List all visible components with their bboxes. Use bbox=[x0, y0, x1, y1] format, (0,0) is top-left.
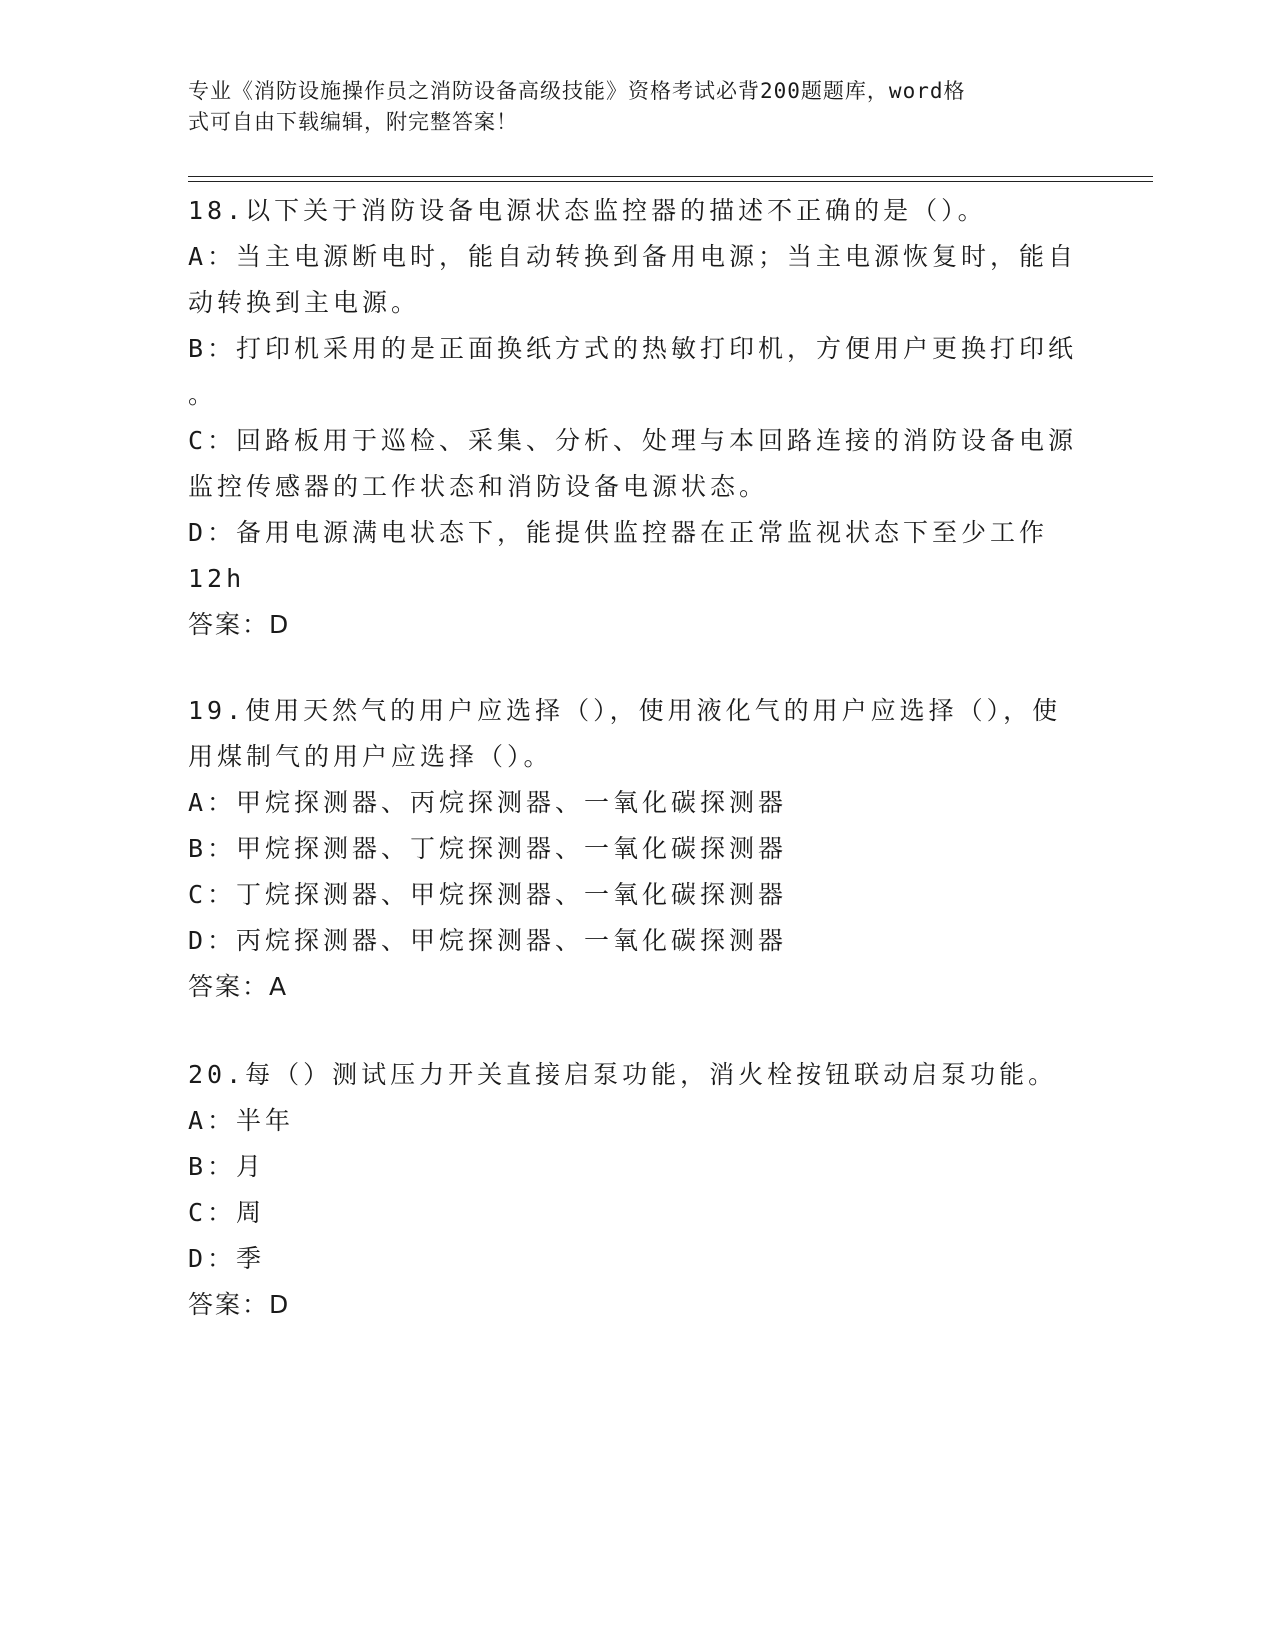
option-a: A：半年 bbox=[188, 1106, 295, 1135]
question-stem: 20.每（）测试压力开关直接启泵功能，消火栓按钮联动启泵功能。 bbox=[188, 1060, 1058, 1089]
answer-label: 答案：D bbox=[188, 1290, 291, 1319]
option-d: D：丙烷探测器、甲烷探测器、一氧化碳探测器 bbox=[188, 926, 788, 955]
header-line-2: 式可自由下载编辑，附完整答案！ bbox=[188, 110, 518, 134]
option-b: B：甲烷探测器、丁烷探测器、一氧化碳探测器 bbox=[188, 834, 788, 863]
question-stem-line-2: 用煤制气的用户应选择（）。 bbox=[188, 742, 553, 771]
question-18 bbox=[188, 188, 1088, 648]
header-divider-bottom bbox=[188, 181, 1153, 182]
option-c-line-1: C：回路板用于巡检、采集、分析、处理与本回路连接的消防设备电源 bbox=[188, 426, 1078, 455]
option-c: C：周 bbox=[188, 1198, 266, 1227]
option-c: C：丁烷探测器、甲烷探测器、一氧化碳探测器 bbox=[188, 880, 788, 909]
option-b-line-1: B：打印机采用的是正面换纸方式的热敏打印机，方便用户更换打印纸 bbox=[188, 334, 1078, 363]
answer-label: 答案：A bbox=[188, 972, 289, 1001]
option-a: A：甲烷探测器、丙烷探测器、一氧化碳探测器 bbox=[188, 788, 788, 817]
question-stem: 18.以下关于消防设备电源状态监控器的描述不正确的是（）。 bbox=[188, 196, 987, 225]
header-line-1: 专业《消防设施操作员之消防设备高级技能》资格考试必背200题题库，word格 bbox=[188, 79, 966, 103]
question-19 bbox=[188, 688, 1088, 1010]
option-a-line-1: A：当主电源断电时，能自动转换到备用电源；当主电源恢复时，能自 bbox=[188, 242, 1078, 271]
header-divider-top bbox=[188, 176, 1153, 177]
option-d-line-2: 12h bbox=[188, 564, 246, 593]
option-d-line-1: D：备用电源满电状态下，能提供监控器在正常监视状态下至少工作 bbox=[188, 518, 1049, 547]
question-stem-line-1: 19.使用天然气的用户应选择（），使用液化气的用户应选择（），使 bbox=[188, 696, 1062, 725]
option-b-line-2: 。 bbox=[188, 380, 218, 409]
option-c-line-2: 监控传感器的工作状态和消防设备电源状态。 bbox=[188, 472, 769, 501]
option-a-line-2: 动转换到主电源。 bbox=[188, 288, 421, 317]
document-header bbox=[188, 76, 1068, 138]
answer-label: 答案：D bbox=[188, 610, 291, 639]
option-b: B：月 bbox=[188, 1152, 266, 1181]
question-20 bbox=[188, 1052, 1088, 1328]
option-d: D：季 bbox=[188, 1244, 266, 1273]
